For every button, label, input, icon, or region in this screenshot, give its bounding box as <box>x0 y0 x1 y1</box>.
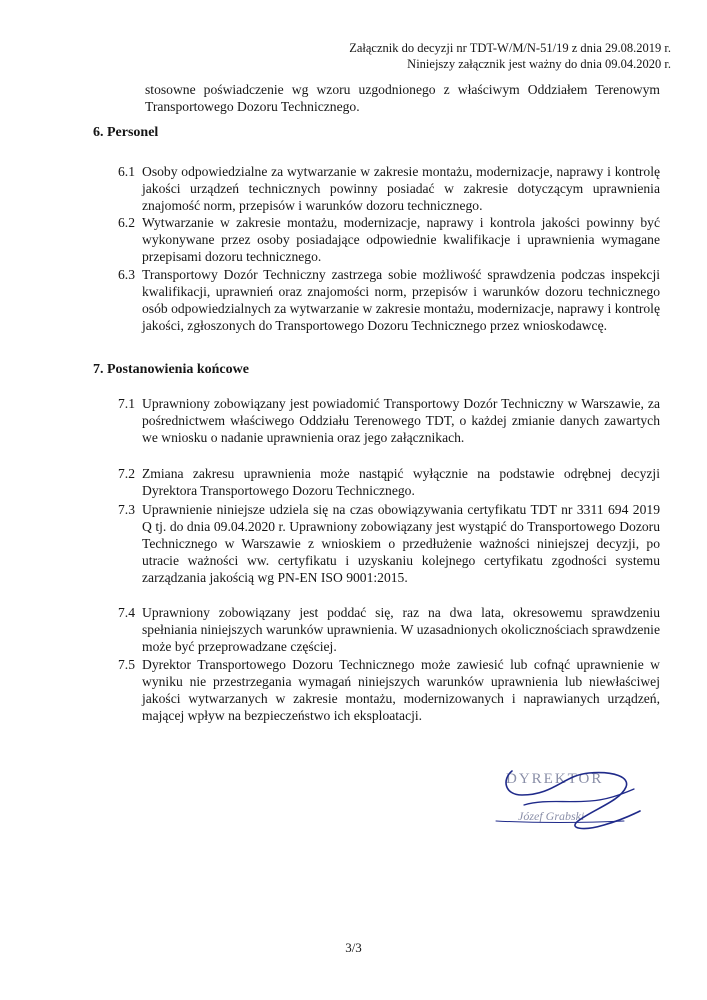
item-text: Transportowy Dozór Techniczny zastrzega sobie możliwość sprawdzenia podczas inspekcji kwalifikacji, uprawnień oraz znajomości norm, przepisów i warunków dozoru technicznego osób odpowiedzialnych za wytwarzanie w zakresie montażu, modernizacje, naprawy i kontrolę jakości, zgłoszonych do Transportowego Dozoru Technicznego przez wnioskodawcę. <box>142 267 660 333</box>
page-number: 3/3 <box>345 940 362 955</box>
item-text: Uprawniony zobowiązany jest powiadomić Transportowy Dozór Techniczny w Warszawie, za pośrednictwem właściwego Oddziału Terenowego TDT, o każdej zmianie danych zawartych we wniosku o nadanie uprawnienia oraz jego załącznikach. <box>142 396 660 445</box>
item-6-2 <box>118 214 660 265</box>
item-text: Dyrektor Transportowego Dozoru Technicznego może zawiesić lub cofnąć uprawnienie w wyniku nie przestrzegania wymagań niniejszych warunków uprawnienia lub niewłaściwej jakości wytwarzanych w zakresie montażu, modernizowanych i naprawianych urządzeń, mającej wpływ na bezpieczeństwo ich eksploatacji. <box>142 657 660 723</box>
item-text: Uprawniony zobowiązany jest poddać się, raz na dwa lata, okresowemu sprawdzeniu spełniania niniejszych warunków uprawnienia. W uzasadnionych okolicznościach sprawdzenie może być przeprowadzane częściej. <box>142 605 660 654</box>
item-text: Zmiana zakresu uprawnienia może nastąpić wyłącznie na podstawie odrębnej decyzji Dyrektora Transportowego Dozoru Technicznego. <box>142 466 660 498</box>
item-text: Osoby odpowiedzialne za wytwarzanie w zakresie montażu, modernizacje, naprawy i kontrolę jakości urządzeń technicznych powinny posiadać w zakresie dotyczącym uprawnienia znajomość norm, przepisów i warunków dozoru technicznego. <box>142 164 660 213</box>
svg-text:DYREKTOR: DYREKTOR <box>506 771 604 787</box>
item-7-2 <box>118 465 660 499</box>
item-number: 6.1 <box>118 164 135 179</box>
section-7-title: 7. Postanowienia końcowe <box>93 362 249 377</box>
intro-paragraph: stosowne poświadczenie wg wzoru uzgodnionego z właściwym Oddziałem Terenowym Transportowego Dozoru Technicznego. <box>145 82 660 114</box>
item-text: Uprawnienie niniejsze udziela się na czas obowiązywania certyfikatu TDT nr 3311 694 2019 Q tj. do dnia 09.04.2020 r. Uprawniony zobowiązany jest wystąpić do Transportowego Dozoru Technicznego w Warszawie z wnioskiem o przedłużenie ważności niniejszej decyzji, po utracie ważności ww. certyfikatu i uzyskaniu kolejnego certyfikatu zgodności systemu zarządzania jakością wg PN-EN ISO 9001:2015. <box>142 502 660 585</box>
signature-scribble <box>494 765 644 835</box>
section-6-title: 6. Personel <box>93 125 159 140</box>
item-number: 7.1 <box>118 396 135 411</box>
item-7-5 <box>118 656 660 724</box>
item-number: 7.2 <box>118 466 135 481</box>
item-6-1 <box>118 163 660 214</box>
item-number: 7.3 <box>118 502 135 517</box>
item-7-3 <box>118 501 660 586</box>
item-number: 7.5 <box>118 657 135 672</box>
item-number: 6.2 <box>118 215 135 230</box>
item-6-3 <box>118 266 660 334</box>
item-number: 7.4 <box>118 605 135 620</box>
header-validity-note: Niniejszy załącznik jest ważny do dnia 09.04.2020 r. <box>407 57 671 71</box>
header-annex-reference: Załącznik do decyzji nr TDT-W/M/N-51/19 z dnia 29.08.2019 r. <box>349 41 671 55</box>
svg-text:Józef Grabski: Józef Grabski <box>518 809 585 823</box>
item-7-4 <box>118 604 660 655</box>
item-7-1 <box>118 395 660 446</box>
director-signature <box>494 765 644 835</box>
document-header <box>349 40 671 72</box>
item-number: 6.3 <box>118 267 135 282</box>
item-text: Wytwarzanie w zakresie montażu, modernizacje, naprawy i kontrola jakości powinny być wykonywane przez osoby posiadające odpowiednie kwalifikacje i uprawnienia wymagane przepisami dozoru technicznego. <box>142 215 660 264</box>
